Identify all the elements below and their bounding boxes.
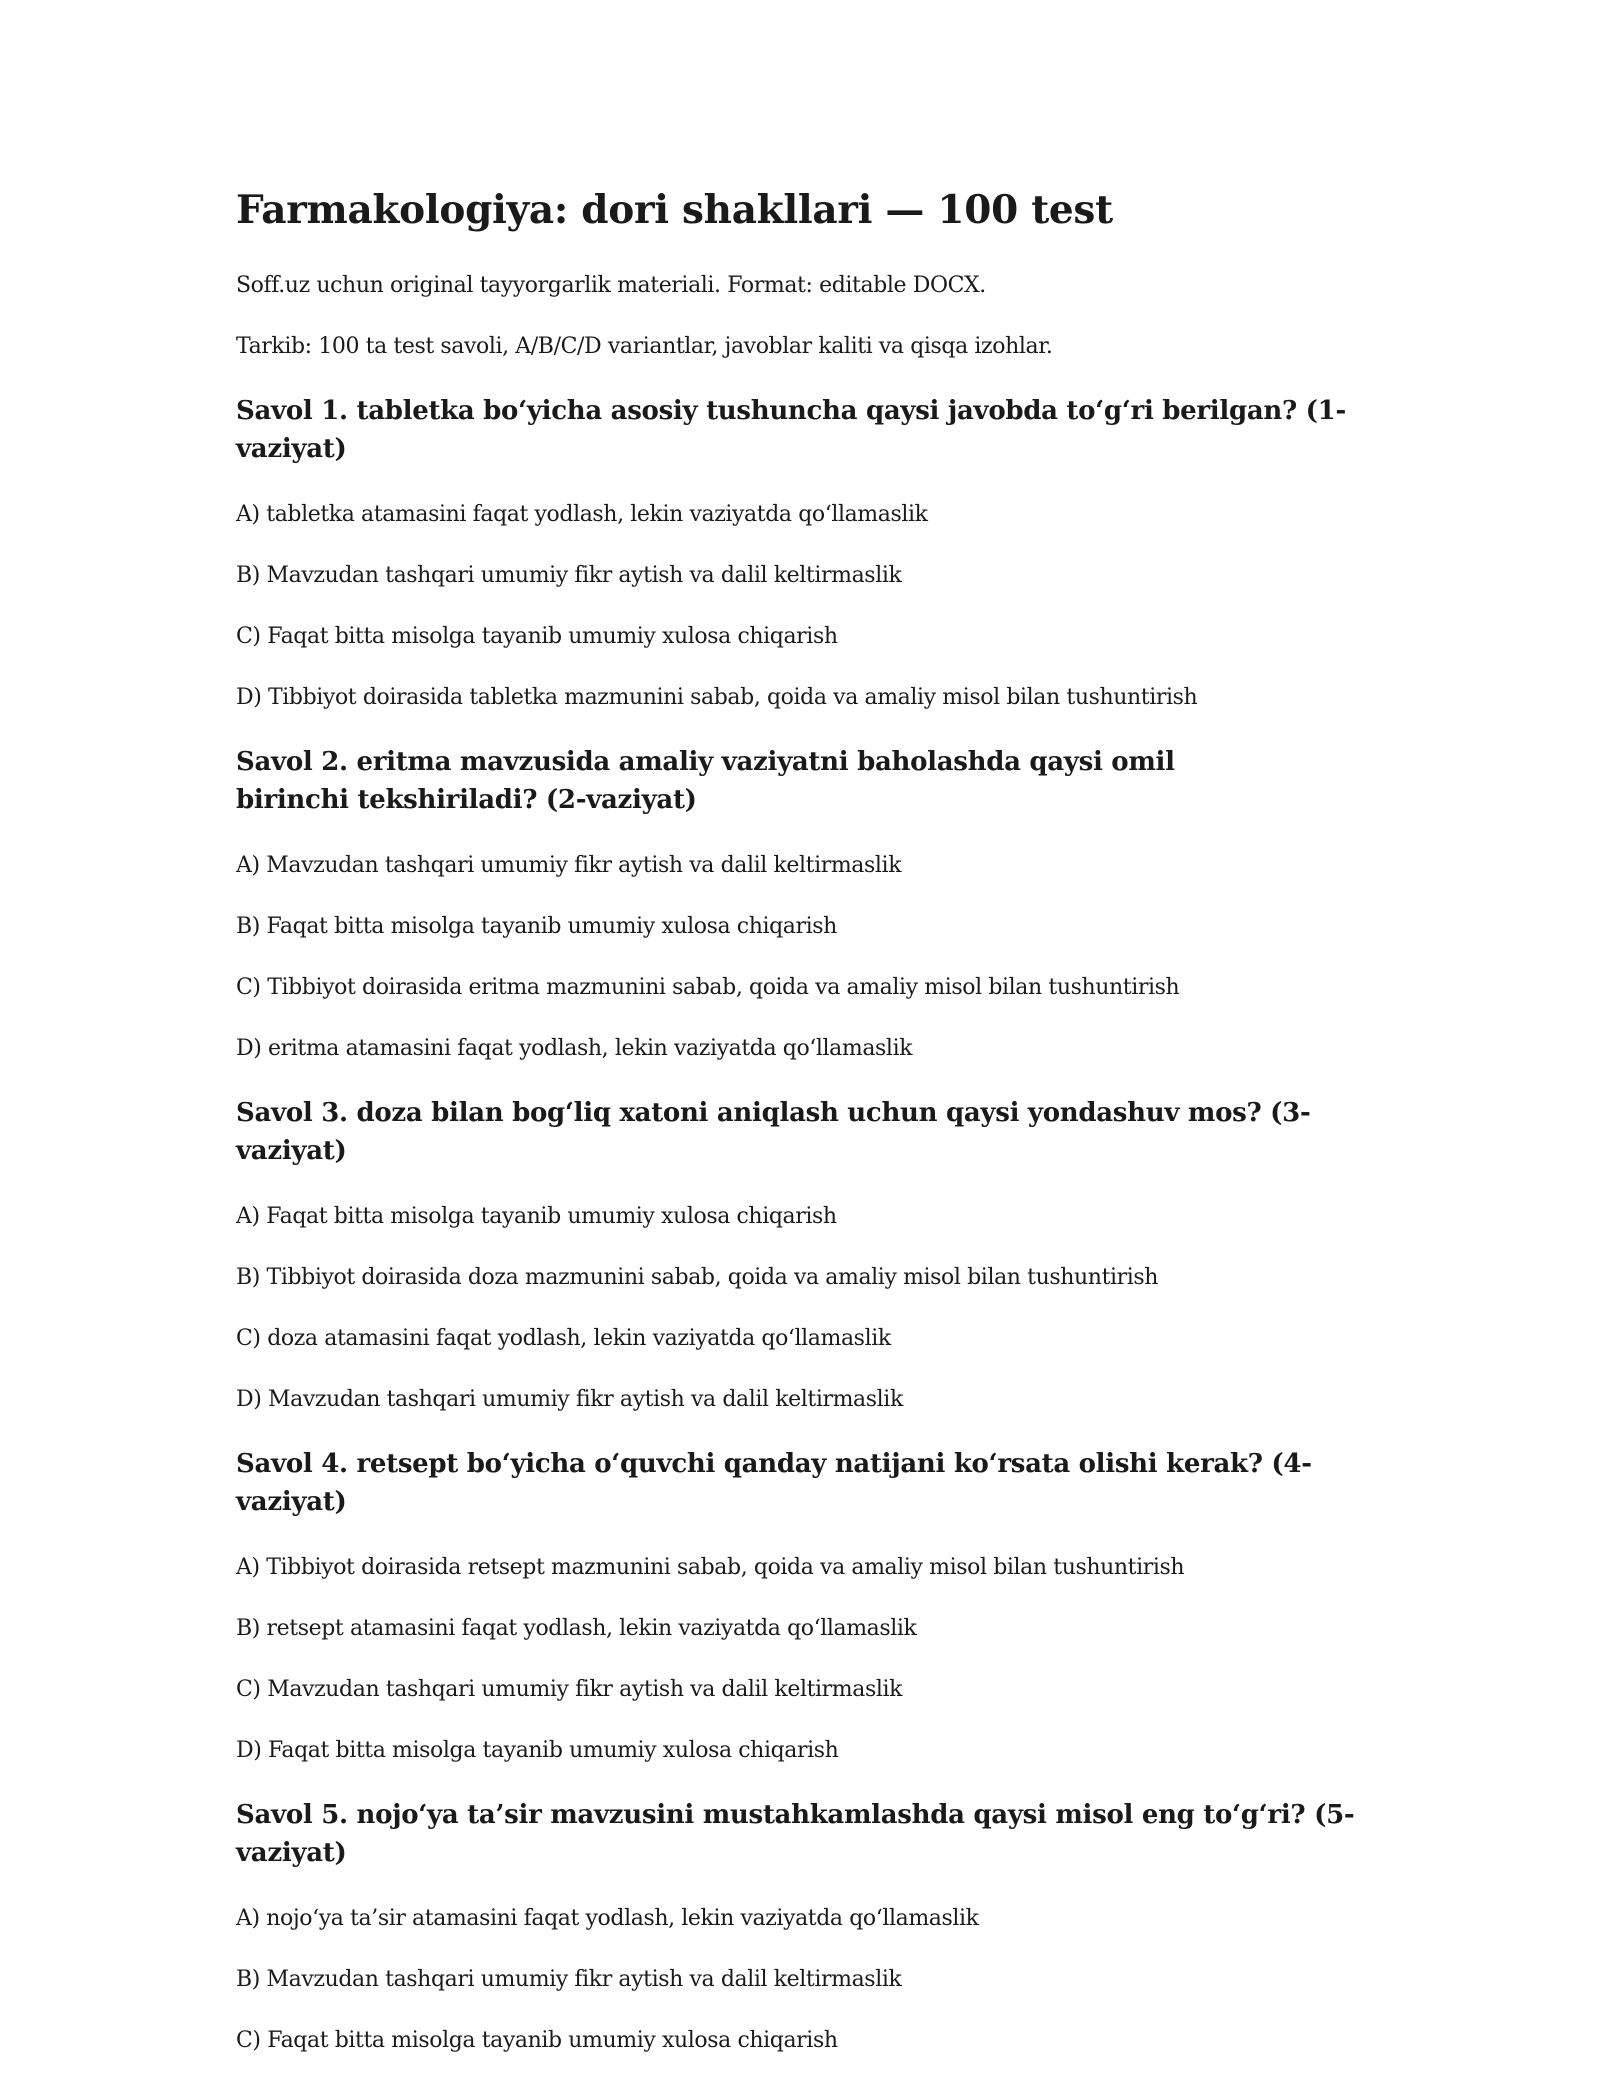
option-c: C) Tibbiyot doirasida eritma mazmunini sabab, qoida va amaliy misol bilan tushuntirish bbox=[236, 975, 1180, 1000]
contents-paragraph: Tarkib: 100 ta test savoli, A/B/C/D variantlar, javoblar kaliti va qisqa izohlar. bbox=[236, 334, 1053, 359]
option-c: C) Faqat bitta misolga tayanib umumiy xulosa chiqarish bbox=[236, 624, 838, 649]
option-c: C) Mavzudan tashqari umumiy fikr aytish va dalil keltirmaslik bbox=[236, 1677, 903, 1702]
question-block bbox=[236, 1094, 1396, 1415]
option-a: A) Mavzudan tashqari umumiy fikr aytish va dalil keltirmaslik bbox=[236, 853, 902, 878]
option-list bbox=[236, 1201, 1396, 1415]
question-block bbox=[236, 392, 1396, 713]
question-block bbox=[236, 1796, 1396, 2056]
option-b: B) retsept atamasini faqat yodlash, lekin vaziyatda qo‘llamaslik bbox=[236, 1616, 917, 1641]
option-a: A) nojo‘ya ta’sir atamasini faqat yodlash, lekin vaziyatda qo‘llamaslik bbox=[236, 1906, 979, 1931]
option-a: A) Tibbiyot doirasida retsept mazmunini sabab, qoida va amaliy misol bilan tushuntirish bbox=[236, 1555, 1185, 1580]
option-list bbox=[236, 850, 1396, 1064]
option-b: B) Mavzudan tashqari umumiy fikr aytish va dalil keltirmaslik bbox=[236, 563, 902, 588]
question-block bbox=[236, 1445, 1396, 1766]
intro-paragraph: Soff.uz uchun original tayyorgarlik materiali. Format: editable DOCX. bbox=[236, 273, 986, 298]
option-d: D) Faqat bitta misolga tayanib umumiy xulosa chiqarish bbox=[236, 1738, 839, 1763]
option-c: C) doza atamasini faqat yodlash, lekin vaziyatda qo‘llamaslik bbox=[236, 1326, 891, 1351]
option-b: B) Faqat bitta misolga tayanib umumiy xulosa chiqarish bbox=[236, 914, 837, 939]
question-heading: Savol 2. eritma mavzusida amaliy vaziyatni baholashda qaysi omil birinchi tekshiriladi? (2-vaziyat) bbox=[236, 747, 1175, 815]
option-list bbox=[236, 499, 1396, 713]
question-heading: Savol 5. nojo‘ya ta’sir mavzusini mustahkamlashda qaysi misol eng to‘g‘ri? (5-vaziyat) bbox=[236, 1800, 1355, 1868]
question-heading: Savol 4. retsept bo‘yicha o‘quvchi qanday natijani ko‘rsata olishi kerak? (4-vaziyat) bbox=[236, 1449, 1312, 1517]
option-d: D) Tibbiyot doirasida tabletka mazmunini sabab, qoida va amaliy misol bilan tushuntirish bbox=[236, 685, 1198, 710]
option-a: A) tabletka atamasini faqat yodlash, lekin vaziyatda qo‘llamaslik bbox=[236, 502, 928, 527]
option-a: A) Faqat bitta misolga tayanib umumiy xulosa chiqarish bbox=[236, 1204, 837, 1229]
option-b: B) Tibbiyot doirasida doza mazmunini sabab, qoida va amaliy misol bilan tushuntirish bbox=[236, 1265, 1159, 1290]
option-d: D) Mavzudan tashqari umumiy fikr aytish va dalil keltirmaslik bbox=[236, 1387, 903, 1412]
question-block bbox=[236, 743, 1396, 1064]
document-title: Farmakologiya: dori shakllari — 100 test bbox=[236, 187, 1113, 233]
document-page bbox=[236, 186, 1396, 2086]
option-list bbox=[236, 1903, 1396, 2056]
question-heading: Savol 3. doza bilan bog‘liq xatoni aniqlash uchun qaysi yondashuv mos? (3-vaziyat) bbox=[236, 1098, 1311, 1166]
option-c: C) Faqat bitta misolga tayanib umumiy xulosa chiqarish bbox=[236, 2028, 838, 2053]
option-d: D) eritma atamasini faqat yodlash, lekin vaziyatda qo‘llamaslik bbox=[236, 1036, 913, 1061]
option-b: B) Mavzudan tashqari umumiy fikr aytish va dalil keltirmaslik bbox=[236, 1967, 902, 1992]
option-list bbox=[236, 1552, 1396, 1766]
question-heading: Savol 1. tabletka bo‘yicha asosiy tushuncha qaysi javobda to‘g‘ri berilgan? (1-vaziyat) bbox=[236, 396, 1346, 464]
